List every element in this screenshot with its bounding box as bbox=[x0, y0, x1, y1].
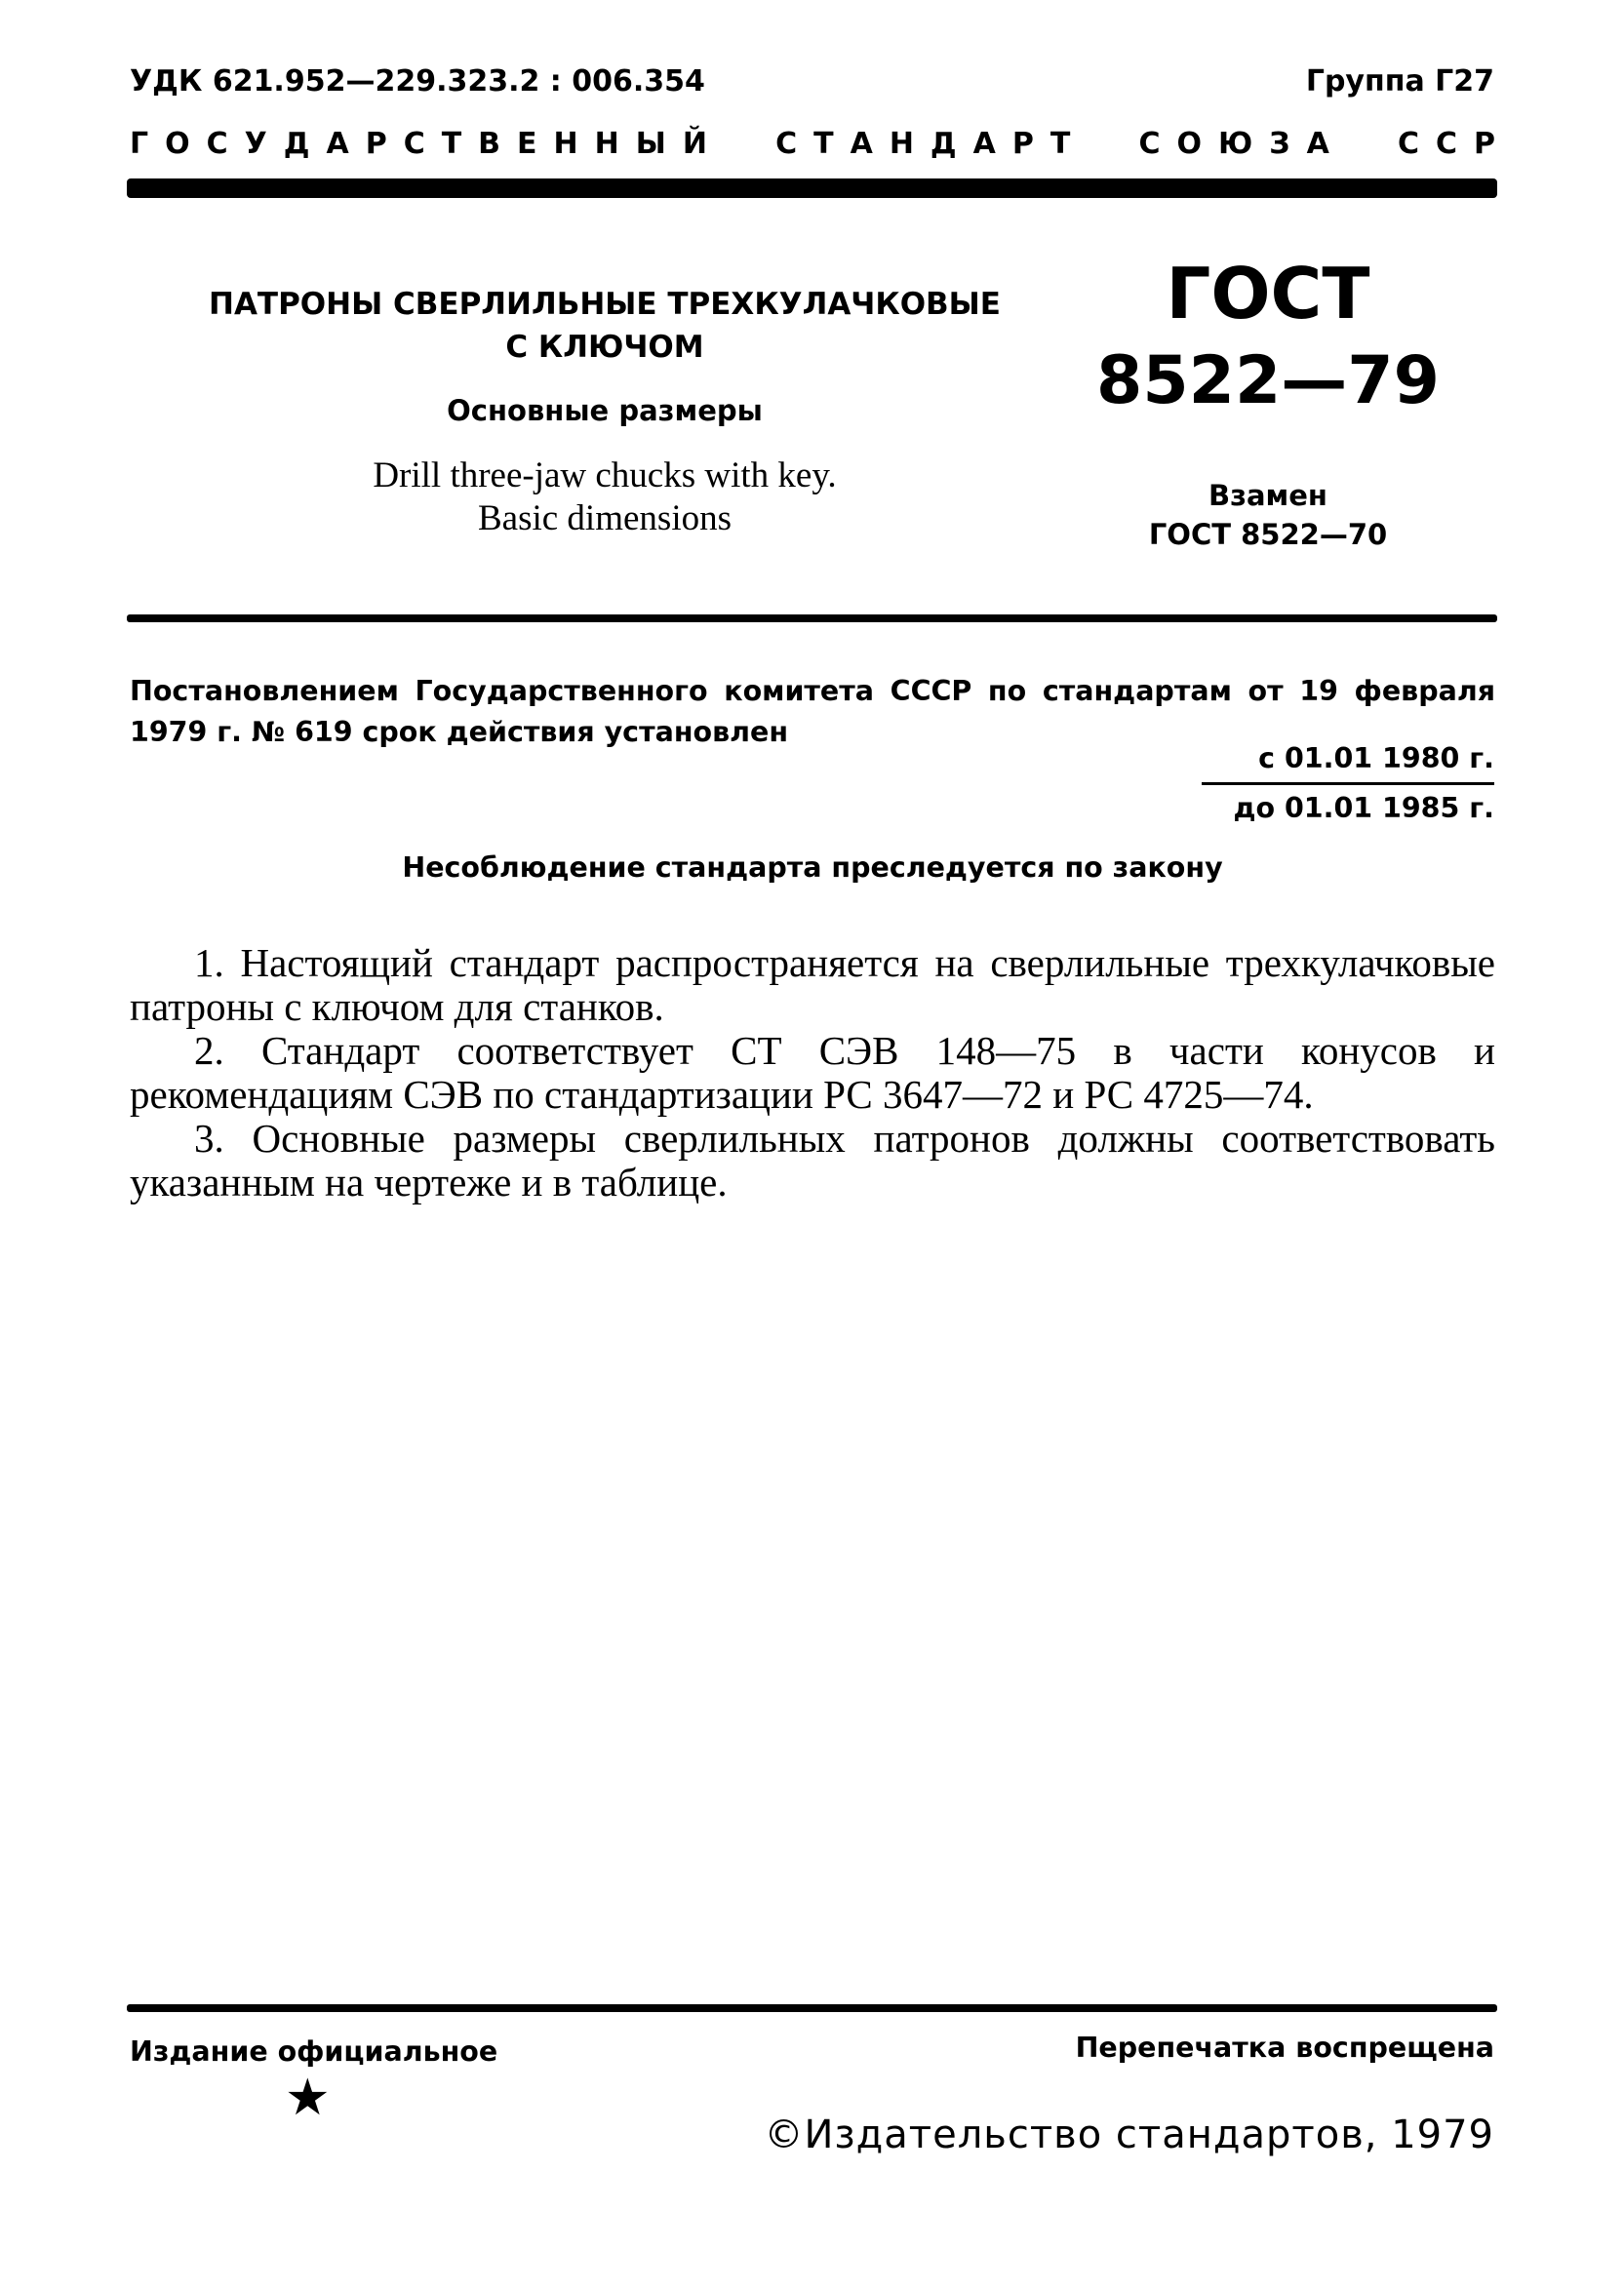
legal-notice: Несоблюдение стандарта преследуется по закону bbox=[402, 851, 1223, 884]
valid-until: до 01.01 1985 г. bbox=[1233, 792, 1494, 824]
reprint-notice: Перепечатка воспрещена bbox=[1075, 2032, 1494, 2064]
body-text bbox=[130, 941, 1495, 1205]
product-name bbox=[195, 283, 1014, 369]
official-edition: Издание официальное bbox=[130, 2035, 498, 2068]
body-paragraph: 1. Настоящий стандарт распространяется на сверлильные трехкулачковые патроны с ключом для станков. bbox=[130, 940, 1495, 1029]
english-title-line: Drill three-jaw chucks with key. bbox=[373, 455, 837, 495]
group-code: Группа Г27 bbox=[1305, 64, 1494, 99]
standard-title-word: СТАНДАРТ bbox=[775, 127, 1088, 161]
validity-dates bbox=[1202, 739, 1494, 828]
replaces-block bbox=[1122, 476, 1414, 554]
publisher-copyright: ©Издательство стандартов, 1979 bbox=[764, 2113, 1494, 2157]
section-rule bbox=[127, 614, 1497, 622]
standard-title-word: ГОСУДАРСТВЕННЫЙ bbox=[130, 127, 724, 161]
body-paragraph: 3. Основные размеры сверлильных патронов должны соответствовать указанным на чертеже и в таблице. bbox=[130, 1116, 1495, 1205]
udk-code: УДК 621.952—229.323.2 : 006.354 bbox=[130, 64, 705, 99]
replaces-label: Взамен bbox=[1208, 479, 1327, 512]
body-paragraph: 2. Стандарт соответствует СТ СЭВ 148—75 в части конусов и рекомендациям СЭВ по стандартизации РС 3647—72 и РС 4725—74. bbox=[130, 1028, 1495, 1117]
product-name-line: С КЛЮЧОМ bbox=[505, 330, 704, 365]
standard-title-word: ССР bbox=[1397, 127, 1512, 161]
replaces-value: ГОСТ 8522—70 bbox=[1148, 518, 1388, 551]
footer-rule bbox=[127, 2004, 1497, 2012]
gost-number: 8522—79 bbox=[1096, 342, 1440, 419]
english-title-line: Basic dimensions bbox=[477, 498, 732, 538]
standard-title-word: СОЮЗА bbox=[1138, 127, 1346, 161]
standard-title bbox=[130, 127, 1512, 161]
decree-text: Постановлением Государственного комитета СССР по стандартам от 19 февраля 1979 г. № 619 срок действия установлен bbox=[130, 675, 1495, 748]
english-title bbox=[195, 454, 1014, 540]
subtitle: Основные размеры bbox=[447, 394, 763, 427]
product-name-line: ПАТРОНЫ СВЕРЛИЛЬНЫЕ ТРЕХКУЛАЧКОВЫЕ bbox=[209, 287, 1001, 322]
valid-from: с 01.01 1980 г. bbox=[1202, 739, 1494, 785]
header-rule bbox=[127, 178, 1497, 198]
star-icon: ★ bbox=[285, 2069, 331, 2127]
gost-label: ГОСТ bbox=[1166, 253, 1370, 335]
